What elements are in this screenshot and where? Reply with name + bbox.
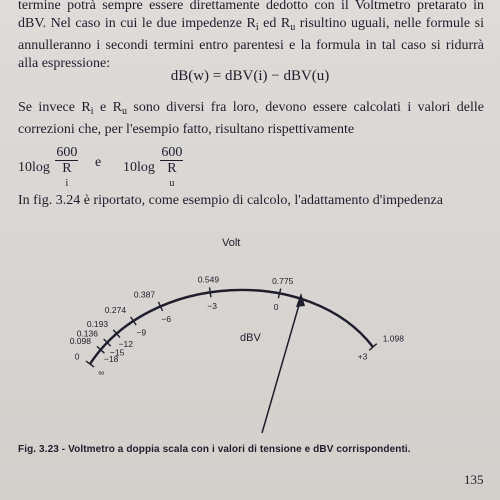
correction-formula-right <box>123 145 183 191</box>
fraction-right-sub: u <box>169 178 175 189</box>
log-label-left: 10log <box>18 160 50 176</box>
paragraph-intro <box>18 0 484 73</box>
dbv-tick-label: −15 <box>109 347 125 358</box>
formula-dbw: dB(w) = dBV(i) − dBV(u) <box>170 68 330 84</box>
page-number: 135 <box>464 472 484 487</box>
subscript-u: u <box>290 22 296 33</box>
subscript-i: i <box>255 22 259 33</box>
volt-tick-label: 0.136 <box>76 328 98 339</box>
dbv-scale-label: dBV <box>240 332 261 344</box>
dbv-tick-label: 0 <box>273 301 279 312</box>
dbv-tick-label: −9 <box>136 327 147 338</box>
corr-text-3: sono diversi fra loro, devono essere calcolati i valori delle correzioni che, per l'esempio fatto, risultano rispettivamente <box>18 100 484 137</box>
corr-text-2: e R <box>93 100 122 115</box>
scale-ticks <box>86 287 377 367</box>
volt-tick-label: 0 <box>74 351 80 362</box>
voltmeter-scale-diagram <box>0 225 500 445</box>
volt-tick-label: 1.098 <box>382 333 404 344</box>
dbv-tick-label: −3 <box>207 301 218 312</box>
figure-caption: Fig. 3.23 - Voltmetro a doppia scala con i valori di tensione e dBV corrispondenti. <box>18 444 411 455</box>
meter-needle <box>262 298 301 433</box>
dbv-tick-label: ∞ <box>98 367 105 378</box>
intro-text-3: risultino uguali, nelle formule si annulleranno i secondi termini entro parentesi e la formula in tal caso si ridurrà alla espressione: <box>18 16 484 71</box>
dbv-tick-label: −12 <box>118 339 134 350</box>
subscript-i-2: i <box>90 106 94 117</box>
subscript-u-2: u <box>121 106 127 117</box>
corr-text-1: Se invece R <box>18 100 91 115</box>
intro-text-2: ed R <box>258 16 291 31</box>
fraction-left-sub: i <box>65 178 69 189</box>
intro-text-1: termine potrà sempre essere direttamente dedotto con il Voltmetro pretarato in dBV. Nel caso in cui le due impedenze R <box>18 0 484 31</box>
meter-scale-arc <box>90 290 373 364</box>
fraction-left-denominator: R <box>62 161 72 176</box>
log-label-right: 10log <box>123 160 155 176</box>
fraction-right <box>160 145 183 191</box>
volt-tick-label: 0.274 <box>104 305 127 316</box>
paragraph-corrections <box>18 99 484 139</box>
paragraph-fig-ref: In fig. 3.24 è riportato, come esempio di calcolo, l'adattamento d'impedenza <box>18 193 443 208</box>
volt-tick-label: 0.098 <box>69 336 91 347</box>
scale-tick <box>210 287 211 297</box>
volt-scale-label: Volt <box>222 237 241 249</box>
fraction-left <box>55 145 78 191</box>
dbv-tick-label: −18 <box>103 354 119 365</box>
volt-tick-label: 0.193 <box>86 318 109 329</box>
correction-formula-left <box>18 145 78 191</box>
and-word: e <box>95 155 102 170</box>
fraction-left-numerator: 600 <box>56 145 78 160</box>
fraction-right-denominator: R <box>167 161 177 176</box>
volt-tick-label: 0.549 <box>197 274 220 285</box>
dbv-tick-label: +3 <box>357 351 368 362</box>
fraction-right-numerator: 600 <box>161 145 183 160</box>
dbv-tick-label: −6 <box>161 314 172 325</box>
volt-tick-label: 0.387 <box>133 289 156 300</box>
volt-tick-label: 0.775 <box>272 275 294 286</box>
